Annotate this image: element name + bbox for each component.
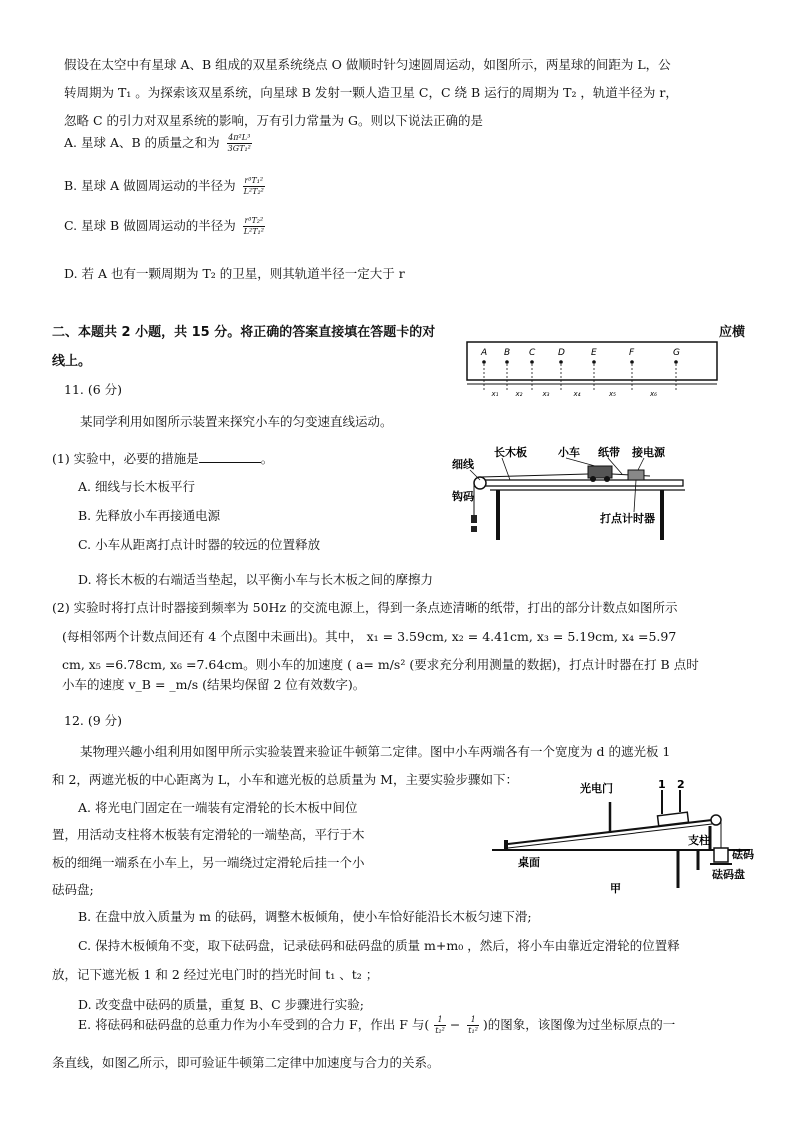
option-c-fraction: $\frac{\text{r³T₂²}}{\text{L²T₁²}}$ — [243, 216, 264, 236]
tape-point-label: A — [481, 348, 488, 358]
q12-step-e-line2: 条直线，如图乙所示，即可验证牛顿第二定律中加速度与合力的关系。 — [52, 1055, 440, 1070]
label-hook: 钩码 — [452, 490, 474, 503]
label-tape: 纸带 — [598, 446, 620, 459]
tape-point-label: F — [629, 348, 635, 358]
label-car: 小车 — [558, 446, 580, 459]
q11-stem: 某同学利用如图所示装置来探究小车的匀变速直线运动。 — [80, 414, 393, 429]
timer-icon — [628, 470, 644, 480]
q12-step-e-line1: E. 将砝码和砝码盘的总重力作为小车受到的合力 F，作出 F 与( $\frac{1}{\text{t₂²}}$ − $\frac{1}{\text{t₁²}}$ )的图象，该图像为过坐标原点的一 — [78, 1015, 676, 1035]
tape-segment-label: x₃ — [542, 390, 550, 398]
option-b-fraction: $\frac{\text{r³T₁²}}{\text{L²T₂²}}$ — [243, 176, 264, 196]
q12-step-b: B. 在盘中放入质量为 m 的砝码，调整木板倾角，使小车恰好能沿长木板匀速下滑; — [78, 909, 532, 924]
pulley-icon — [474, 477, 486, 489]
tape-point-label: B — [504, 348, 511, 358]
q10-stem-line3: 忽略 C 的引力对双星系统的影响，万有引力常量为 G。则以下说法正确的是 — [64, 113, 483, 128]
q12-step-a-line2: 置，用活动支柱将木板装有定滑轮的一端垫高，平行于木 — [52, 827, 365, 842]
tape-dot — [674, 360, 678, 364]
label-table: 桌面 — [518, 856, 540, 869]
q12-step-d: D. 改变盘中砝码的质量，重复 B、C 步骤进行实验; — [78, 997, 364, 1012]
q11-number: 11. (6 分) — [64, 382, 123, 397]
q10-option-d: D. 若 A 也有一颗周期为 T₂ 的卫星，则其轨道半径一定大于 r — [64, 266, 405, 281]
e-fraction-1: $\frac{1}{\text{t₂²}}$ — [435, 1015, 445, 1035]
q11-part2-line3: cm, x₅ =6.78cm, x₆ =7.64cm。则小车的加速度 ( a= m/s² (要求充分利用测量的数据)，打点计时器在打 B 点时 — [62, 657, 699, 672]
q10-option-b — [64, 176, 265, 197]
section2-heading-line2: 线上。 — [52, 354, 92, 369]
tape-segment-label: x₅ — [609, 390, 616, 398]
q11-answer-blank[interactable] — [199, 450, 261, 463]
label-pan: 砝码盘 — [712, 868, 745, 881]
label-board: 长木板 — [494, 446, 527, 459]
tape-segment-label: x₁ — [491, 390, 499, 398]
e-fraction-2: $\frac{1}{\text{t₁²}}$ — [468, 1015, 478, 1035]
tape-dot — [630, 360, 634, 364]
tape-segment-label: x₆ — [650, 390, 657, 398]
pulley-icon — [711, 815, 721, 825]
tape-figure — [466, 336, 718, 400]
q11-part2-line2: (每相邻两个计数点间还有 4 个点图中未画出)。其中， x₁ = 3.59cm, x₂ = 4.41cm, x₃ = 5.19cm, x₄ =5.97 — [62, 629, 677, 644]
q12-step-a-line4: 砝码盘; — [52, 882, 94, 897]
weights-icon — [714, 848, 728, 862]
option-a-text: A. 星球 A、B 的质量之和为 — [64, 135, 220, 150]
long-board — [478, 480, 683, 486]
q11-part2-line4: 小车的速度 v_B = _m/s (结果均保留 2 位有效数字)。 — [62, 677, 366, 692]
tape-dot — [530, 360, 534, 364]
tape-point-label: C — [529, 348, 536, 358]
option-a-fraction: $\frac{\text{4π²L³}}{\text{3GT₁²}}$ — [227, 133, 251, 153]
section2-heading-line1: 二、本题共 2 小题，共 15 分。将正确的答案直接填在答题卡的对 — [52, 325, 436, 340]
q12-step-a-line3: 板的细绳一端系在小车上，另一端绕过定滑轮后挂一个小 — [52, 855, 365, 870]
tape-dot — [505, 360, 509, 364]
q10-stem-line2: 转周期为 T₁ 。为探索该双星系统，向星球 B 发射一颗人造卫星 C，C 绕 B 运行的周期为 T₂ ，轨道半径为 r， — [64, 85, 678, 100]
q12-step-a-line1: A. 将光电门固定在一端装有定滑轮的长木板中间位 — [78, 800, 358, 815]
cart-apparatus-figure — [450, 440, 690, 550]
label-post: 支柱 — [688, 834, 710, 847]
q12-stem-line2: 和 2，两遮光板的中心距离为 L，小车和遮光板的总质量为 M，主要实验步骤如下： — [52, 772, 518, 787]
tape-segment-label: x₂ — [515, 390, 523, 398]
section2-heading-right: 应横 — [719, 325, 746, 340]
q11-option-c: C. 小车从距离打点计时器的较远的位置释放 — [78, 537, 321, 552]
tape-point-label: E — [591, 348, 597, 358]
option-c-text: C. 星球 B 做圆周运动的半径为 — [64, 218, 236, 233]
label-weights: 砝码 — [732, 848, 754, 861]
label-timer: 打点计时器 — [600, 512, 655, 525]
label-plate1: 1 — [658, 778, 666, 791]
q10-option-a — [64, 133, 252, 154]
hook-weight-icon — [471, 515, 477, 523]
tape-dot — [592, 360, 596, 364]
q12-number: 12. (9 分) — [64, 713, 123, 728]
label-plate2: 2 — [677, 778, 685, 791]
q10-stem-line1: 假设在太空中有星球 A、B 组成的双星系统绕点 O 做顺时针匀速圆周运动，如图所示，两星球的间距为 L，公 — [64, 57, 671, 72]
q11-part2-line1: (2) 实验时将打点计时器接到频率为 50Hz 的交流电源上，得到一条点迹清晰的纸带，打出的部分计数点如图所示 — [52, 600, 678, 615]
label-string: 细线 — [452, 458, 474, 471]
tape-point-label: D — [558, 348, 565, 358]
newton-law-figure — [488, 778, 760, 896]
q11-option-d: D. 将长木板的右端适当垫起，以平衡小车与长木板之间的摩擦力 — [78, 572, 434, 587]
q11-part1: (1) 实验中，必要的措施是 。 — [52, 451, 274, 466]
option-b-text: B. 星球 A 做圆周运动的半径为 — [64, 178, 236, 193]
label-gate: 光电门 — [580, 782, 613, 795]
label-power: 接电源 — [632, 446, 665, 459]
q12-step-c-line1: C. 保持木板倾角不变，取下砝码盘，记录砝码和砝码盘的质量 m+m₀ ，然后，将小车由靠近定滑轮的位置释 — [78, 938, 680, 953]
q10-option-c — [64, 216, 265, 237]
q11-option-b: B. 先释放小车再接通电源 — [78, 508, 221, 523]
cart-icon — [588, 466, 612, 478]
q12-stem-line1: 某物理兴趣小组利用如图甲所示实验装置来验证牛顿第二定律。图中小车两端各有一个宽度为 d 的遮光板 1 — [80, 744, 671, 759]
figure-caption: 甲 — [610, 882, 621, 895]
tape-point-label: G — [673, 348, 680, 358]
q12-step-c-line2: 放，记下遮光板 1 和 2 经过光电门时的挡光时间 t₁ 、t₂ ； — [52, 967, 379, 982]
tape-segment-label: x₄ — [573, 390, 581, 398]
tape-dot — [482, 360, 486, 364]
q11-option-a: A. 细线与长木板平行 — [78, 479, 195, 494]
tape-dot — [559, 360, 563, 364]
